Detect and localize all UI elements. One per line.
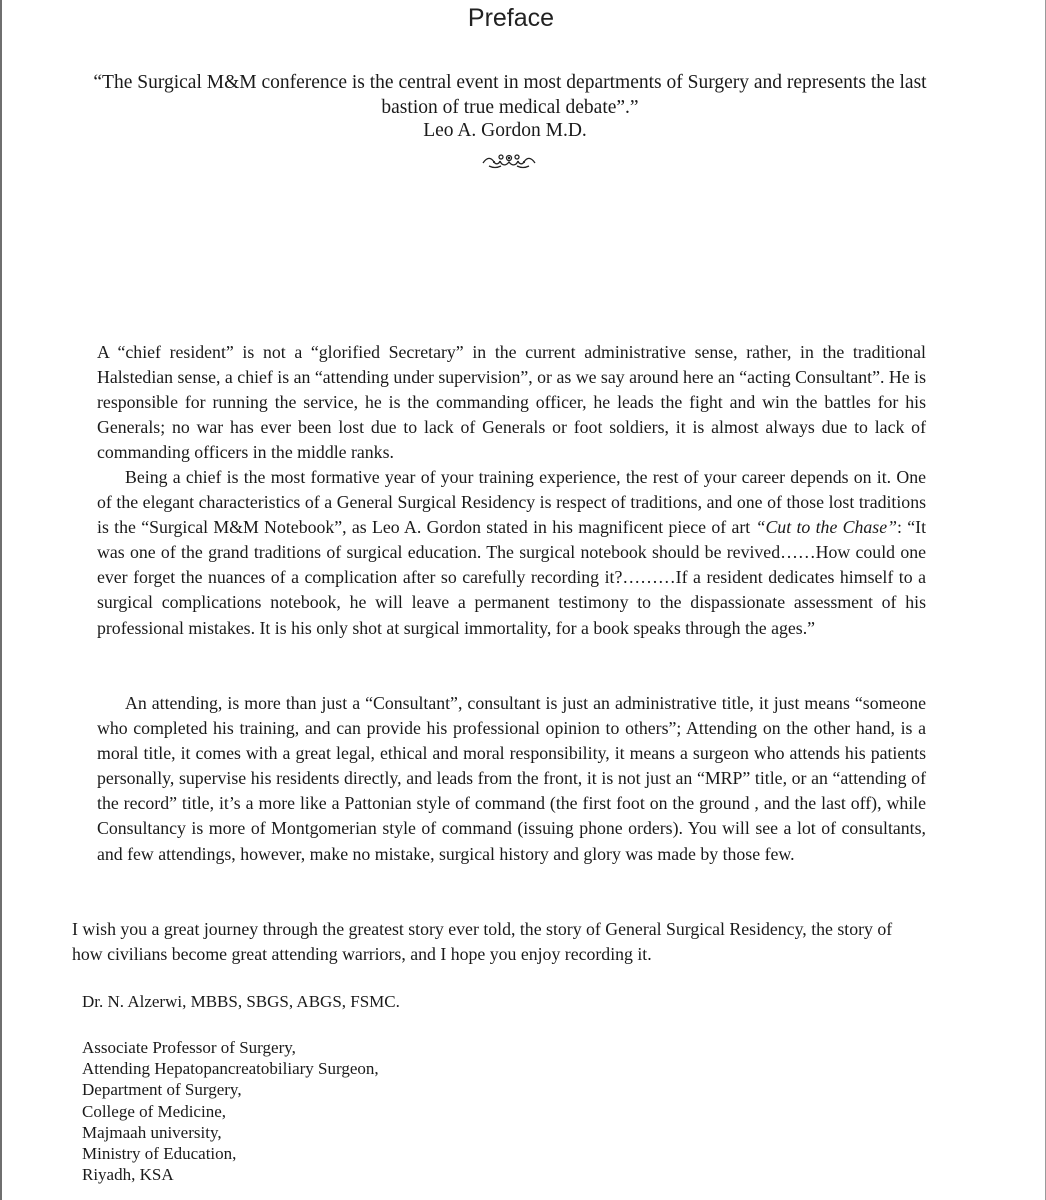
signature-name: Dr. N. Alzerwi, MBBS, SBGS, ABGS, FSMC.: [82, 992, 400, 1011]
paragraph-closing-wish: I wish you a great journey through the greatest story ever told, the story of General Surgical Residency, the story of how civilians become great attending warriors, and I hope you enjoy recording it.: [72, 919, 893, 965]
address-line: Associate Professor of Surgery,: [82, 1038, 296, 1057]
epigraph-author: Leo A. Gordon M.D.: [423, 120, 587, 141]
address-line: Majmaah university,: [82, 1122, 222, 1142]
address-line: Department of Surgery,: [82, 1080, 242, 1100]
page-left-edge: [0, 0, 2, 1200]
paragraph-chief-resident: A “chief resident” is not a “glorified Secretary” in the current administrative sense, rather, in the traditional Halstedian sense, a chief is an “attending under supervision”, or as we say around here an “acting Consultant”. He is responsible for running the service, he is the commanding officer, he leads the fight and win the battles for his Generals; no war has ever been lost due to lack of Generals or foot soldiers, it is almost always due to lack of commanding officers in the middle ranks.: [97, 342, 926, 463]
paragraph-formative-year: [97, 465, 926, 641]
signature-address: [82, 1037, 379, 1185]
address-line: Riyadh, KSA: [82, 1165, 174, 1185]
book-title-italic: “Cut to the Chase”: [755, 517, 897, 538]
address-line: Ministry of Education,: [82, 1144, 237, 1164]
address-line: Attending Hepatopancreatobiliary Surgeon,: [82, 1059, 379, 1079]
epigraph-quote: “The Surgical M&M conference is the central event in most departments of Surgery and represents the last bastion of true medical debate”.”: [93, 72, 927, 118]
paragraph-attending: An attending, is more than just a “Consultant”, consultant is just an administrative title, it just means “someone who completed his training, and can provide his professional opinion to others”; Attending on the other hand, is a moral title, it comes with a great legal, ethical and moral responsibility, it means a surgeon who attends his patients personally, supervise his residents directly, and leads from the front, it is not just an “MRP” title, or an “attending of the record” title, it’s a more like a Pattonian style of command (the first foot on the ground , and the last off), while Consultancy is more of Montgomerian style of command (issuing phone orders). You will see a lot of consultants, and few attendings, however, make no mistake, surgical history and glory was made by those few.: [97, 693, 926, 864]
page-title: Preface: [467, 4, 555, 32]
paragraph-formative-year-quote: : “It was one of the grand traditions of surgical education. The surgical notebook should be revived……How could one ever forget the nuances of a complication after so carefully recording it?………If a resident dedicates himself to a surgical complications notebook, he will leave a permanent testimony to the dispassionate assessment of his professional mistakes. It is his only shot at surgical immortality, for a book speaks through the ages.”: [97, 517, 927, 638]
address-line: College of Medicine,: [82, 1101, 226, 1121]
paragraph-formative-year-text: Being a chief is the most formative year of your training experience, the rest of your career depends on it. One of the elegant characteristics of a General Surgical Residency is respect of traditions, and one of those lost traditions is the “Surgical M&M Notebook”, as Leo A. Gordon stated in his magnificent piece of art: [97, 467, 926, 538]
ornament-divider-icon: [481, 151, 537, 171]
